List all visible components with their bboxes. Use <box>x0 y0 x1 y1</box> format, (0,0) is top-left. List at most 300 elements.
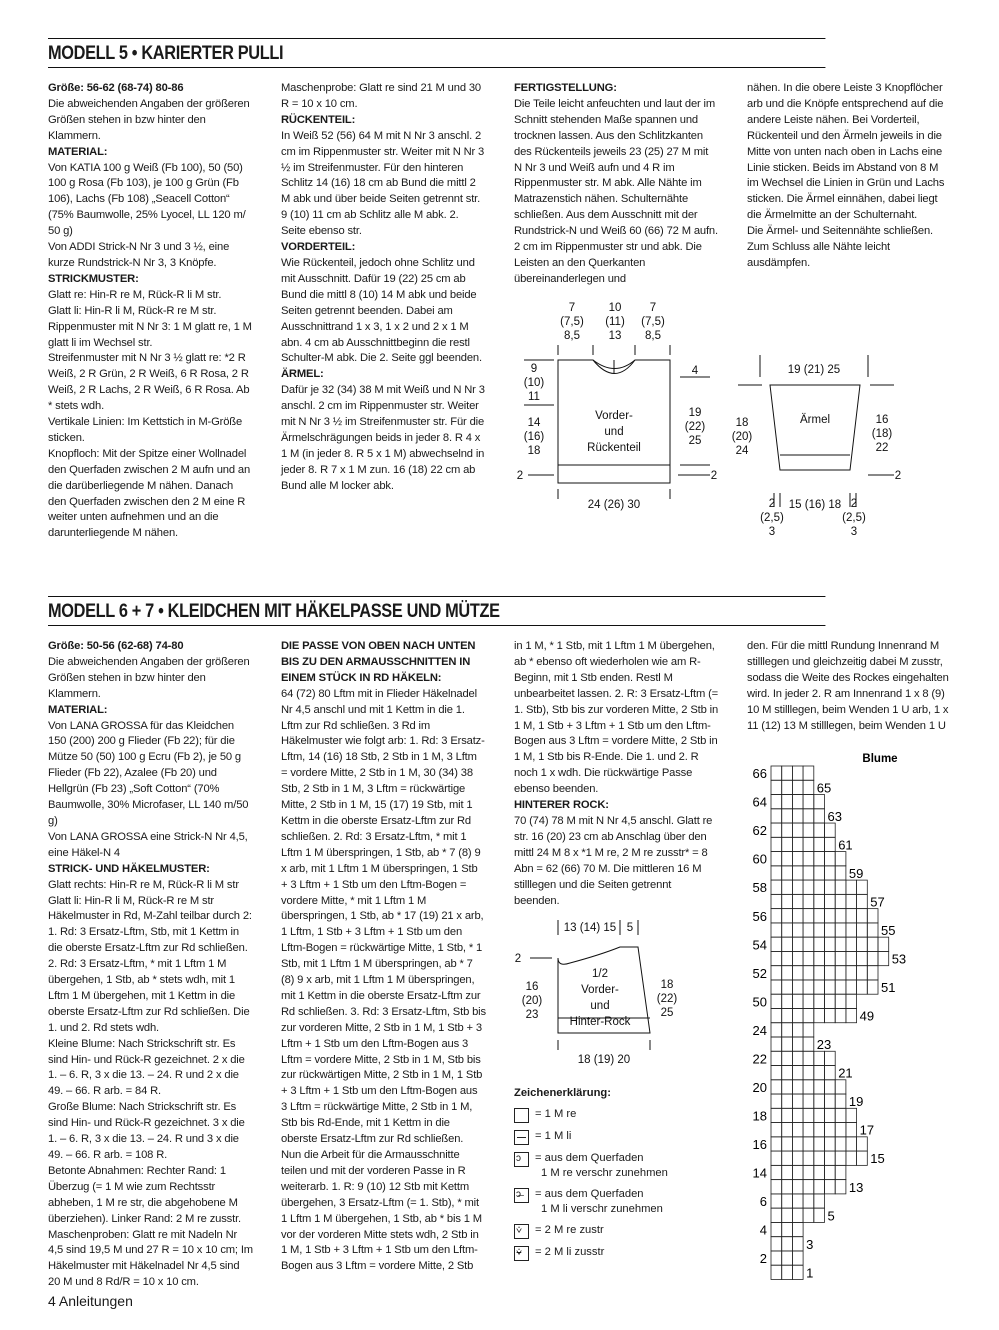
chart-cell <box>814 1151 825 1165</box>
chart-cell <box>803 1123 814 1137</box>
svg-text:2: 2 <box>768 498 776 510</box>
chart-cell <box>857 937 868 951</box>
paragraph: Die Teile leicht anfeuchten und laut der im Schnitt stehenden Maße spannen und trocknen lassen. Aus den Schlitzkanten des Rückenteils jeweils 23 (25) 27 M mit N Nr 3 und Weiß aufn und 4 R im Rippenmuster str. M abk. Alle Nähte im Matrazenstich nähen. Schulternähte schließen. Aus dem Ausschnitt mit der Rundstrick-N und Weiß 60 (66) 72 M aufn. 2 cm im Rippenmuster str und abk. Die Leisten an den Querkanten übereinanderlegen und <box>514 97 718 285</box>
chart-cell <box>771 951 782 965</box>
row-label: 54 <box>752 937 767 953</box>
chart-cell <box>803 880 814 894</box>
legend-text: = 1 M re <box>535 1108 577 1120</box>
chart-cell <box>792 766 803 780</box>
chart-cell <box>835 1165 846 1179</box>
chart-cell <box>782 1151 793 1165</box>
paragraph: Kleine Blume: Nach Strickschrift str. Es sind Hin- und Rück-R gezeichnet. 2 x die 1. – 6. R, 3 x die 13. – 24. R und 2 x die 49. – 66. R arb. = 84 R. <box>48 1037 245 1098</box>
chart-cell <box>792 1194 803 1208</box>
decrease-left-icon: ⩒̶ <box>514 1246 529 1261</box>
chart-cell <box>825 1108 836 1122</box>
chart-cell <box>771 1137 782 1151</box>
chart-cell <box>857 1137 868 1151</box>
legend-item <box>514 1129 724 1145</box>
chart-cell <box>803 1180 814 1194</box>
row-label: 64 <box>752 794 767 810</box>
chart-cell <box>814 937 825 951</box>
svg-text:2: 2 <box>850 498 858 510</box>
chart-cell <box>771 1037 782 1051</box>
chart-cell <box>771 1008 782 1022</box>
svg-text:3: 3 <box>850 526 858 538</box>
row-label: 57 <box>870 894 885 910</box>
subheading: MATERIAL: <box>48 145 108 158</box>
body-label: Rückenteil <box>587 442 641 454</box>
legend-item <box>514 1187 724 1217</box>
chart-cell <box>857 894 868 908</box>
chart-cell <box>825 1080 836 1094</box>
chart-cell <box>803 1023 814 1037</box>
chart-cell <box>771 1123 782 1137</box>
chart-cell <box>814 809 825 823</box>
chart-cell <box>803 894 814 908</box>
chart-cell <box>792 880 803 894</box>
chart-cell <box>771 1051 782 1065</box>
chart-cell <box>803 994 814 1008</box>
chart-cell <box>782 880 793 894</box>
chart-cell <box>792 1165 803 1179</box>
chart-cell <box>846 1123 857 1137</box>
subheading: HINTERER ROCK: <box>514 799 609 812</box>
chart-cell <box>782 1180 793 1194</box>
chart-cell <box>771 909 782 923</box>
dim-label: 13 <box>608 330 622 342</box>
svg-text:18: 18 <box>735 417 749 429</box>
row-label: 14 <box>752 1165 767 1181</box>
chart-cell <box>825 966 836 980</box>
row-label: 1 <box>806 1265 814 1281</box>
svg-text:24: 24 <box>735 445 749 457</box>
legend-text: = 1 M li <box>535 1130 572 1142</box>
chart-cell <box>825 980 836 994</box>
chart-cell <box>771 880 782 894</box>
paragraph: Vertikale Linien: Im Kettstich in M-Größe sticken. <box>48 416 243 444</box>
row-label: 20 <box>752 1079 767 1095</box>
svg-text:(18): (18) <box>871 428 893 440</box>
paragraph: Die Ärmel- und Seitennähte schließen. Zum Schluss alle Nähte leicht ausdämpfen. <box>747 225 933 269</box>
row-label: 22 <box>752 1051 767 1067</box>
chart-cell <box>857 880 868 894</box>
legend <box>514 1086 724 1267</box>
chart-cell <box>825 923 836 937</box>
chart-cell <box>825 1137 836 1151</box>
row-label: 19 <box>848 1094 864 1110</box>
chart-cell <box>792 1151 803 1165</box>
dash-stitch-icon <box>514 1130 529 1145</box>
svg-text:23: 23 <box>525 1009 539 1021</box>
legend-text: = 2 M li zusstr <box>535 1246 605 1258</box>
legend-item <box>514 1223 724 1239</box>
chart-cell <box>814 894 825 908</box>
chart-cell <box>878 937 889 951</box>
row-label: 18 <box>752 1108 767 1124</box>
chart-cell <box>803 1008 814 1022</box>
chart-cell <box>771 1066 782 1080</box>
chart-cell <box>835 951 846 965</box>
chart-cell <box>803 1051 814 1065</box>
chart-cell <box>771 809 782 823</box>
chart-cell <box>792 951 803 965</box>
chart-cell <box>782 1165 793 1179</box>
increase-right-icon: ↄ <box>514 1152 529 1167</box>
chart-cell <box>825 880 836 894</box>
chart-cell <box>771 1237 782 1251</box>
chart-cell <box>771 1094 782 1108</box>
chart-cell <box>771 966 782 980</box>
svg-text:2: 2 <box>516 470 524 482</box>
chart-cell <box>792 1008 803 1022</box>
chart-cell <box>814 1008 825 1022</box>
chart-cell <box>782 1137 793 1151</box>
chart-cell <box>782 1051 793 1065</box>
chart-cell <box>825 937 836 951</box>
chart-cell <box>835 937 846 951</box>
chart-cell <box>825 1094 836 1108</box>
paragraph: den. Für die mittl Rundung Innenrand M stilllegen und gleichzeitig dabei M zusstr, sodass die Weite des Rockes eingehalten wird. In jeder 2. R am Innenrand 1 x 8 (9) 10 M stilllegen, beim Wenden 1 U arb, 1 x 11 (12) 13 M stilllegen, beim Wenden 1 U <box>747 640 949 732</box>
legend-text: = aus dem Querfaden <box>535 1188 644 1200</box>
chart-cell <box>782 795 793 809</box>
chart-cell <box>782 1194 793 1208</box>
chart-cell <box>792 1208 803 1222</box>
chart-cell <box>792 1265 803 1279</box>
legend-text: 1 M re verschr zunehmen <box>541 1167 668 1179</box>
chart-cell <box>835 1123 846 1137</box>
paragraph: Von ADDI Strick-N Nr 3 und 3 ½, eine kurze Rundstrick-N Nr 3, 3 Knöpfe. <box>48 241 230 269</box>
dim-label: 10 <box>608 302 622 314</box>
chart-cell <box>771 937 782 951</box>
chart-cell <box>835 852 846 866</box>
svg-text:und: und <box>590 1000 610 1012</box>
chart-cell <box>782 937 793 951</box>
chart-cell <box>835 1080 846 1094</box>
chart-cell <box>814 1123 825 1137</box>
chart-cell <box>792 780 803 794</box>
paragraph: Maschenproben: Glatt re mit Nadeln Nr 4,5 sind 19,5 M und 27 R = 10 x 10 cm; Im Häkelmuster mit Häkelnadel Nr 4,5 sind 20 M und 8 Rd/R = 10 x 10 cm. <box>48 1228 253 1289</box>
row-label: 56 <box>752 908 767 924</box>
chart-cell <box>771 837 782 851</box>
chart-cell <box>814 951 825 965</box>
row-label: 63 <box>827 808 842 824</box>
svg-text:25: 25 <box>660 1007 674 1019</box>
subheading: STRICKMUSTER: <box>48 272 139 285</box>
chart-cell <box>814 1108 825 1122</box>
text-column <box>48 639 253 1291</box>
chart-cell <box>814 1080 825 1094</box>
row-label: 59 <box>848 865 864 881</box>
svg-text:(10): (10) <box>523 377 545 389</box>
chart-cell <box>825 1180 836 1194</box>
chart-cell <box>782 852 793 866</box>
chart-cell <box>782 909 793 923</box>
chart-cell <box>803 909 814 923</box>
text-column <box>281 81 486 495</box>
row-label: 49 <box>859 1008 875 1024</box>
chart-cell <box>878 951 889 965</box>
paragraph: 64 (72) 80 Lftm mit in Flieder Häkelnadel Nr 4,5 anschl und mit 1 Kettm in die 1. Lftm zur Rd schließen. 3 Rd im Häkelmuster wie folgt arb: 1. Rd: 3 Ersatz-Lftm, 14 (16) 18 Stb, 2 Stb in 1 M, 3 Lftm = vordere Mitte, 2 Stb in 1 M, 30 (34) 38 Stb, 2 Stb in 1 M, 3 Lftm = rückwärtige Mitte, 2 Stb in 1 M, 15 (17) 19 Stb, mit 1 Kettm in die oberste Ersatz-Lftm zur Rd schließen. 2. Rd: 3 Ersatz-Lftm, * mit 1 Lftm 1 M überspringen, 1 Stb, ab * 7 (8) 9 x arb, mit 1 Lftm 1 M überspringen, 1 Stb + 3 Lftm + 1 Stb um den Lftm-Bogen = vordere Mitte, * mit 1 Lftm 1 M überspringen, 1 Stb, ab * 17 (19) 21 x arb, 1 Lftm, 1 Stb + 3 Lftm + 1 Stb um den Lftm-Bogen = rückwärtige Mitte, 1 Stb, * 1 Stb, mit 1 Lftm 1 M überspringen, ab * 7 (8) 9 x arb, mit 1 Lftm 1 M überspringen, mit 1 Kettm in die oberste Ersatz-Lftm zur Rd schließen. 3. Rd: 3 Ersatz-Lftm, Stb bis zur vorderen Mitte, 2 Stb in 1 M, 1 Stb + 3 Lftm + 1 Stb um den Lftm-Bogen aus 3 Lftm = vordere Mitte, 2 Stb in 1 M, Stb bis zur rückwärtigen Mitte, 2 Stb in 1 M, 1 Stb + 3 Lftm + 1 Stb um den Lftm-Bogen aus 3 Lftm = rückwärtige Mitte, 2 Stb in 1 M, Stb bis Rd-Ende, mit 1 Kettm in die oberste Ersatz-Lftm zur Rd schließen. Nun die Arbeit für die Armausschnitte teilen und mit der vorderen Passe in R weiterarb. 1. R: 9 (10) 12 Stb mit Kettm übergehen, 3 Ersatz-Lftm (= 1. Stb), * mit 1 Lftm 1 M übergehen, 1 Stb, ab * bis 1 M vor der vorderen Mitte stets wdh, 2 Stb in 1 M, 1 Stb + 3 Lftm + 1 Stb um den Lftm-Bogen aus 3 Lftm = vordere Mitte, 2 Stb <box>281 687 486 1273</box>
chart-cell <box>803 923 814 937</box>
chart-cell <box>846 994 857 1008</box>
chart-cell <box>814 1180 825 1194</box>
chart-cell <box>835 894 846 908</box>
chart-cell <box>814 1051 825 1065</box>
chart-cell <box>835 1180 846 1194</box>
chart-cell <box>771 780 782 794</box>
dim-label: 7 <box>568 302 576 314</box>
chart-cell <box>792 1123 803 1137</box>
chart-cell <box>782 1108 793 1122</box>
subheading: ÄRMEL: <box>281 368 324 381</box>
subheading: STRICK- UND HÄKELMUSTER: <box>48 862 210 875</box>
chart-cell <box>771 1151 782 1165</box>
dim-label: (7,5) <box>641 316 665 328</box>
chart-cell <box>835 966 846 980</box>
chart-cell <box>782 980 793 994</box>
legend-text: = 2 M re zustr <box>535 1224 604 1236</box>
chart-cell <box>782 809 793 823</box>
chart-cell <box>782 1037 793 1051</box>
chart-cell <box>782 923 793 937</box>
svg-text:14: 14 <box>527 417 541 429</box>
row-label: 52 <box>752 965 767 981</box>
chart-cell <box>771 1208 782 1222</box>
chart-cell <box>792 852 803 866</box>
chart-cell <box>825 837 836 851</box>
row-label: 16 <box>752 1136 767 1152</box>
chart-cell <box>782 1237 793 1251</box>
dim-label: (7,5) <box>560 316 584 328</box>
chart-cell <box>846 1008 857 1022</box>
svg-text:4: 4 <box>691 365 699 377</box>
chart-cell <box>803 1208 814 1222</box>
paragraph: Glatt li: Hin-R li M, Rück-R re M str <box>48 894 214 907</box>
chart-cell <box>782 1251 793 1265</box>
paragraph: Häkelmuster in Rd, M-Zahl teilbar durch 2: 1. Rd: 3 Ersatz-Lftm, Stb, mit 1 Kettm in die oberste Ersatz-Lftm zur Rd schließen. 2. Rd: 3 Ersatz-Lftm, * mit 1 Lftm 1 M übergehen, 1 Stb, ab * stets wdh, mit 1 Lftm 1 M übergehen, mit 1 Kettm in die oberste Ersatz-Lftm zur Rd schließen. Die 1. und 2. Rd stets wdh. <box>48 910 252 1034</box>
blank-stitch-icon <box>514 1108 529 1123</box>
chart-cell <box>803 966 814 980</box>
chart-cell <box>814 837 825 851</box>
chart-cell <box>846 1108 857 1122</box>
chart-cell <box>846 1151 857 1165</box>
legend-item <box>514 1151 724 1181</box>
body-label: Vorder- <box>595 410 633 422</box>
chart-cell <box>846 980 857 994</box>
chart-cell <box>782 894 793 908</box>
chart-cell <box>814 1137 825 1151</box>
chart-cell <box>814 994 825 1008</box>
knitting-chart <box>740 748 955 1281</box>
chart-cell <box>782 1080 793 1094</box>
chart-cell <box>846 909 857 923</box>
chart-cell <box>867 937 878 951</box>
paragraph: Von LANA GROSSA eine Strick-N Nr 4,5, eine Häkel-N 4 <box>48 830 248 859</box>
text-column <box>514 81 719 288</box>
paragraph: In Weiß 52 (56) 64 M mit N Nr 3 anschl. 2 cm im Rippenmuster str. Weiter mit N Nr 3 ½ im Streifenmuster. Für den hinteren Schlitz 14 (16) 18 cm ab Bund die mittl 2 M abk und über beide Seiten getrennt str. 9 (10) 11 cm ab Schlitz alle M abk. 2. Seite ebenso str. <box>281 129 485 238</box>
paragraph: Die abweichenden Angaben der größeren Größen stehen in bzw hinter den Klammern. <box>48 97 250 142</box>
chart-cell <box>792 809 803 823</box>
increase-left-icon: ↄ̶ <box>514 1188 529 1203</box>
chart-cell <box>782 1023 793 1037</box>
row-label: 60 <box>752 851 767 867</box>
chart-cell <box>771 1180 782 1194</box>
svg-text:(20): (20) <box>731 431 753 443</box>
chart-cell <box>803 937 814 951</box>
dim-label: 7 <box>649 302 657 314</box>
legend-text: 1 M li verschr zunehmen <box>541 1203 663 1215</box>
text-column <box>747 81 952 272</box>
chart-cell <box>846 894 857 908</box>
chart-cell <box>792 1094 803 1108</box>
chart-cell <box>792 994 803 1008</box>
chart-cell <box>792 1023 803 1037</box>
chart-cell <box>857 1151 868 1165</box>
chart-cell <box>846 951 857 965</box>
chart-cell <box>835 1137 846 1151</box>
svg-text:19: 19 <box>688 407 702 419</box>
chart-cell <box>814 1208 825 1222</box>
section-title: MODELL 6 + 7 • KLEIDCHEN MIT HÄKELPASSE UND MÜTZE <box>48 596 825 626</box>
svg-text:16: 16 <box>525 981 539 993</box>
svg-text:Vorder-: Vorder- <box>581 984 619 996</box>
chart-cell <box>782 1208 793 1222</box>
chart-cell <box>814 966 825 980</box>
chart-cell <box>792 795 803 809</box>
chart-cell <box>814 1066 825 1080</box>
row-label: 23 <box>816 1037 832 1053</box>
chart-cell <box>792 1137 803 1151</box>
chart-cell <box>782 1123 793 1137</box>
paragraph: Wie Rückenteil, jedoch ohne Schlitz und mit Ausschnitt. Dafür 19 (22) 25 cm ab Bund die mittl 8 (10) 14 M abk und beide Seiten getrennt beenden. Dabei am Ausschnittrand 1 x 3, 1 x 2 und 2 x 1 M abn. 4 cm ab Ausschnittbeginn die restl Schulter-M abk. Die 2. Seite ggl beenden. <box>281 256 482 365</box>
paragraph: Glatt rechts: Hin-R re M, Rück-R li M str <box>48 878 239 891</box>
svg-text:Hinter-Rock: Hinter-Rock <box>569 1016 631 1028</box>
chart-cell <box>857 923 868 937</box>
chart-cell <box>825 823 836 837</box>
chart-cell <box>782 966 793 980</box>
chart-cell <box>803 1094 814 1108</box>
paragraph: Betonte Abnahmen: Rechter Rand: 1 Überzug (= 1 M wie zum Rechtsstr abheben, 1 M re str, die abgehobene M überziehen). Linker Rand: 2 M re zusstr. <box>48 1164 241 1225</box>
chart-cell <box>792 980 803 994</box>
chart-cell <box>835 980 846 994</box>
chart-cell <box>782 1222 793 1236</box>
paragraph: Dafür je 32 (34) 38 M mit Weiß und N Nr 3 anschl. 2 cm im Rippenmuster str. Weiter mit N Nr 3 ½ im Streifenmuster str. Für die Ärmelschrägungen beids in jeder 8. R 4 x 1 M (in jeder 8. R 5 x 1 M) abwechselnd in jeder 8. R 7 x 1 M zun. 16 (18) 22 cm ab Bund alle M locker abk. <box>281 384 485 492</box>
chart-cell <box>792 894 803 908</box>
chart-cell <box>792 1108 803 1122</box>
chart-cell <box>857 966 868 980</box>
chart-cell <box>846 966 857 980</box>
chart-cell <box>792 1080 803 1094</box>
chart-cell <box>782 951 793 965</box>
chart-cell <box>803 866 814 880</box>
chart-cell <box>825 951 836 965</box>
svg-text:(20): (20) <box>521 995 543 1007</box>
chart-cell <box>835 1094 846 1108</box>
row-label: 55 <box>881 923 896 939</box>
chart-cell <box>835 1151 846 1165</box>
chart-cell <box>792 823 803 837</box>
chart-cell <box>803 766 814 780</box>
chart-cell <box>825 894 836 908</box>
chart-cell <box>782 1066 793 1080</box>
legend-item <box>514 1107 724 1123</box>
svg-text:13 (14) 15: 13 (14) 15 <box>563 922 617 934</box>
chart-cell <box>782 823 793 837</box>
row-label: 17 <box>859 1122 875 1138</box>
chart-title: Blume <box>862 753 898 765</box>
row-label: 13 <box>848 1179 864 1195</box>
chart-cell <box>814 866 825 880</box>
text-column <box>747 639 952 734</box>
paragraph: Streifenmuster mit N Nr 3 ½ glatt re: *2 R Weiß, 2 R Grün, 2 R Weiß, 6 R Rosa, 2 R Weiß, 2 R Lachs, 2 R Weiß, 6 R Rosa. Ab * stets wdh. <box>48 352 250 413</box>
chart-cell <box>825 1123 836 1137</box>
svg-text:(22): (22) <box>656 993 678 1005</box>
row-label: 51 <box>881 980 896 996</box>
chart-cell <box>814 823 825 837</box>
svg-text:18 (19) 20: 18 (19) 20 <box>577 1054 631 1066</box>
chart-cell <box>771 866 782 880</box>
skirt-schematic <box>510 915 710 1075</box>
chart-cell <box>846 937 857 951</box>
row-label: 15 <box>870 1151 885 1167</box>
chart-cell <box>803 837 814 851</box>
chart-cell <box>867 923 878 937</box>
chart-cell <box>803 1037 814 1051</box>
chart-cell <box>835 880 846 894</box>
chart-cell <box>803 951 814 965</box>
subheading: Größe: 56-62 (68-74) 80-86 <box>48 82 184 94</box>
chart-cell <box>792 1066 803 1080</box>
chart-cell <box>782 766 793 780</box>
subheading: Größe: 50-56 (62-68) 74-80 <box>48 640 184 652</box>
chart-cell <box>792 909 803 923</box>
chart-cell <box>792 1251 803 1265</box>
chart-cell <box>792 866 803 880</box>
chart-cell <box>867 980 878 994</box>
chart-cell <box>835 866 846 880</box>
svg-text:3: 3 <box>768 526 776 538</box>
chart-cell <box>803 1151 814 1165</box>
chart-cell <box>835 1008 846 1022</box>
chart-cell <box>814 1165 825 1179</box>
svg-text:25: 25 <box>688 435 702 447</box>
legend-title: Zeichenerklärung: <box>514 1087 611 1099</box>
paragraph: Glatt li: Hin-R li M, Rück-R re M str. <box>48 304 217 317</box>
chart-cell <box>825 866 836 880</box>
chart-cell <box>771 994 782 1008</box>
chart-cell <box>771 980 782 994</box>
paragraph: Knopfloch: Mit der Spitze einer Wollnadel den Querfaden zwischen 2 M aufn und an die darüberliegende M nähen. Danach den Querfaden zwischen den 2 M eine R weiter unten aufnehmen und an die darunterliegende M nähen. <box>48 447 251 540</box>
chart-cell <box>782 866 793 880</box>
chart-cell <box>846 1137 857 1151</box>
chart-cell <box>803 852 814 866</box>
svg-text:2: 2 <box>710 470 718 482</box>
chart-cell <box>867 951 878 965</box>
paragraph: nähen. In die obere Leiste 3 Knopflöcher arb und die Knöpfe entsprechend auf die andere Leiste nähen. Bei Vorderteil, Rückenteil und den Ärmeln jeweils in die Mitte von unten nach oben in Lachs eine Linie sticken. Beids im Abstand von 8 M im Wechsel die Linien in Grün und Lachs sticken. Die Ärmel einnähen, dabei liegt die Ärmelmitte an der Schulternaht. <box>747 82 945 222</box>
legend-text: = aus dem Querfaden <box>535 1152 644 1164</box>
chart-cell <box>803 809 814 823</box>
chart-cell <box>782 1265 793 1279</box>
chart-cell <box>867 909 878 923</box>
chart-cell <box>835 909 846 923</box>
chart-cell <box>792 1180 803 1194</box>
chart-cell <box>792 1222 803 1236</box>
row-label: 65 <box>816 780 832 796</box>
svg-text:2: 2 <box>514 953 522 965</box>
chart-cell <box>782 1094 793 1108</box>
chart-cell <box>771 852 782 866</box>
row-label: 21 <box>838 1065 853 1081</box>
